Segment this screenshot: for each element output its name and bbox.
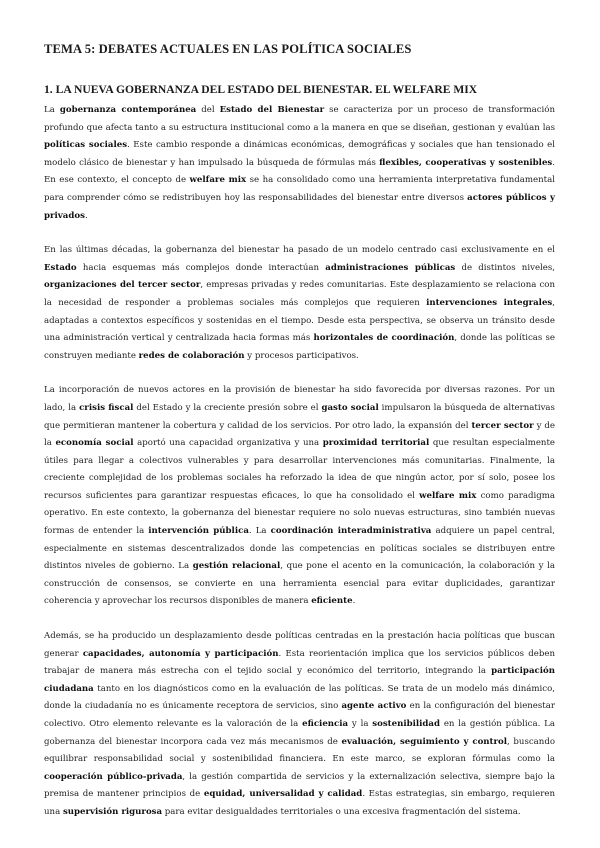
text-run: del bbox=[196, 105, 220, 115]
bold-term: crisis fiscal bbox=[79, 402, 134, 413]
paragraph-1 bbox=[44, 102, 555, 225]
paragraph-3 bbox=[44, 382, 555, 611]
bold-term: actores públicos y privados bbox=[44, 192, 555, 221]
text-run: como paradigma operativo. En este contexto, la gobernanza del bienestar requiere no solo nuevas estructuras, sino también nuevas formas de entender la bbox=[44, 490, 555, 537]
bold-term: eficiente bbox=[311, 596, 353, 607]
bold-term: welfare mix bbox=[189, 175, 247, 186]
bold-term: Estado bbox=[44, 262, 77, 273]
bold-term: evaluación, seguimiento y control bbox=[341, 736, 508, 747]
bold-term: participación ciudadana bbox=[44, 666, 555, 694]
text-run: hacia esquemas más complejos donde interactúan bbox=[76, 262, 326, 273]
section-heading: 1. LA NUEVA GOBERNANZA DEL ESTADO DEL BIENESTAR. EL WELFARE MIX bbox=[44, 83, 478, 96]
text-run: , empresas privadas y redes comunitarias. Este desplazamiento se relaciona con la necesidad de responder a problemas sociales más complejos que requieren bbox=[44, 280, 555, 308]
bold-term: equidad, universalidad y calidad bbox=[203, 789, 363, 800]
bold-term: horizontales de coordinación bbox=[313, 333, 455, 344]
text-run: en la gestión pública. La gobernanza del bienestar incorpora cada vez más mecanismos de bbox=[44, 719, 555, 747]
bold-term: cooperación público-privada bbox=[44, 771, 183, 782]
bold-term: intervenciones integrales bbox=[426, 297, 553, 308]
bold-term: agente activo bbox=[341, 701, 407, 712]
text-run: de distintos niveles, bbox=[455, 262, 556, 273]
text-run: . bbox=[352, 596, 356, 607]
bold-term: gasto social bbox=[321, 402, 379, 413]
bold-term: gobernanza contemporánea bbox=[59, 105, 197, 115]
text-run: En las últimas décadas, la gobernanza del bienestar ha pasado de un modelo centrado casi exclusivamente en el bbox=[44, 245, 555, 256]
text-run: , buscando equilibrar responsabilidad social y sostenibilidad financiera. En este marco, se exploran fórmulas como la bbox=[44, 736, 556, 765]
bold-term: coordinación interadministrativa bbox=[270, 526, 432, 537]
bold-term: tercer sector bbox=[471, 420, 534, 431]
bold-term: economía social bbox=[55, 438, 134, 449]
text-run: del Estado y la creciente presión sobre el bbox=[133, 402, 322, 413]
bold-term: flexibles, cooperativas y sostenibles bbox=[379, 157, 553, 168]
bold-term: welfare mix bbox=[419, 490, 477, 501]
bold-term: capacidades, autonomía y participación bbox=[82, 648, 279, 659]
text-run: adquiere un papel central, especialmente en sistemas descentralizados donde las competencias en políticas sociales se distribuyen entre distintos niveles de gobierno. La bbox=[44, 526, 556, 572]
text-run: . La bbox=[248, 526, 271, 537]
text-run: en la configuración del bienestar colectivo. Otro elemento relevante es la valoración de la bbox=[44, 701, 555, 729]
bold-term: organizaciones del tercer sector bbox=[44, 280, 201, 291]
text-run: . Esta reorientación implica que los servicios públicos deben trabajar de manera más estrecha con el tejido social y económico del territorio, integrando la bbox=[44, 648, 555, 677]
text-run: . Este cambio responde a dinámicas económicas, demográficas y sociales que han tensionado el modelo clásico de bienestar y han impulsado la búsqueda de fórmulas más bbox=[44, 140, 555, 168]
bold-term: eficiencia bbox=[302, 719, 349, 729]
bold-term: intervención pública bbox=[148, 526, 249, 537]
document-title: TEMA 5: DEBATES ACTUALES EN LAS POLÍTICA SOCIALES bbox=[44, 42, 412, 56]
bold-term: supervisión rigurosa bbox=[62, 806, 163, 817]
text-run: se caracteriza por un proceso de transformación profundo que afecta tanto a su estructura institucional como a la manera en que se diseñan, gestionan y evalúan las bbox=[44, 105, 555, 133]
text-run: . bbox=[84, 210, 88, 221]
text-run: para evitar desigualdades territoriales o una excesiva fragmentación del sistema. bbox=[162, 806, 521, 817]
text-run: La bbox=[44, 105, 60, 115]
text-run: , la gestión compartida de servicios y la externalización selectiva, siempre bajo la premisa de mantener principios de bbox=[44, 771, 555, 800]
text-run: La incorporación de nuevos actores en la provisión de bienestar ha sido favorecida por diversas razones. Por un lado, la bbox=[44, 385, 555, 413]
bold-term: Estado del Bienestar bbox=[219, 105, 325, 115]
text-run: que resultan especialmente útiles para llegar a colectivos vulnerables y para desarrollar intervenciones más comunitarias. Finalmente, la creciente complejidad de los problemas sociales ha reforzado la idea de que ningún actor, por sí solo, posee los recursos suficientes para garantizar respuestas eficaces, lo que ha consolidado el bbox=[44, 438, 555, 501]
text-run: , que pone el acento en la comunicación, la colaboración y la construcción de consensos, se convierte en una herramienta esencial para evitar duplicidades, garantizar coherencia y aprovechar los recursos disponibles de manera bbox=[44, 561, 555, 607]
text-run: , donde las políticas se construyen mediante bbox=[44, 333, 555, 361]
text-run: y de la bbox=[44, 420, 556, 449]
text-run: aportó una capacidad organizativa y una bbox=[133, 438, 323, 449]
body-text bbox=[44, 102, 555, 822]
paragraph-4 bbox=[44, 628, 555, 822]
bold-term: administraciones públicas bbox=[325, 262, 456, 273]
text-run: Además, se ha producido un desplazamiento desde políticas centradas en la prestación hacia políticas que buscan generar bbox=[44, 631, 555, 659]
paragraph-2 bbox=[44, 242, 555, 365]
bold-term: redes de colaboración bbox=[138, 350, 245, 361]
text-run: tanto en los diagnósticos como en la evaluación de las políticas. Se trata de un modelo más dinámico, donde la ciudadanía no es únicamente receptora de servicios, sino bbox=[44, 683, 555, 712]
text-run: y la bbox=[348, 719, 373, 729]
text-run: . En ese contexto, el concepto de bbox=[44, 157, 555, 186]
text-run: y procesos participativos. bbox=[244, 350, 359, 361]
text-run: , adaptadas a contextos específicos y sostenidas en el tiempo. Desde esta perspectiva, se observa un tránsito desde una administración vertical y centralizada hacia formas más bbox=[44, 297, 555, 344]
bold-term: sostenibilidad bbox=[372, 719, 441, 729]
text-run: se ha consolidado como una herramienta interpretativa fundamental para comprender cómo se redistribuyen hoy las responsabilidades del bienestar entre diversos bbox=[44, 175, 555, 203]
text-run: impulsaron la búsqueda de alternativas que permitieran mantener la cobertura y calidad de los servicios. Por otro lado, la expansión del bbox=[44, 402, 555, 431]
bold-term: gestión relacional bbox=[192, 561, 281, 572]
bold-term: proximidad territorial bbox=[322, 438, 430, 449]
bold-term: políticas sociales bbox=[44, 140, 128, 151]
text-run: . Estas estrategias, sin embargo, requieren una bbox=[44, 789, 555, 817]
